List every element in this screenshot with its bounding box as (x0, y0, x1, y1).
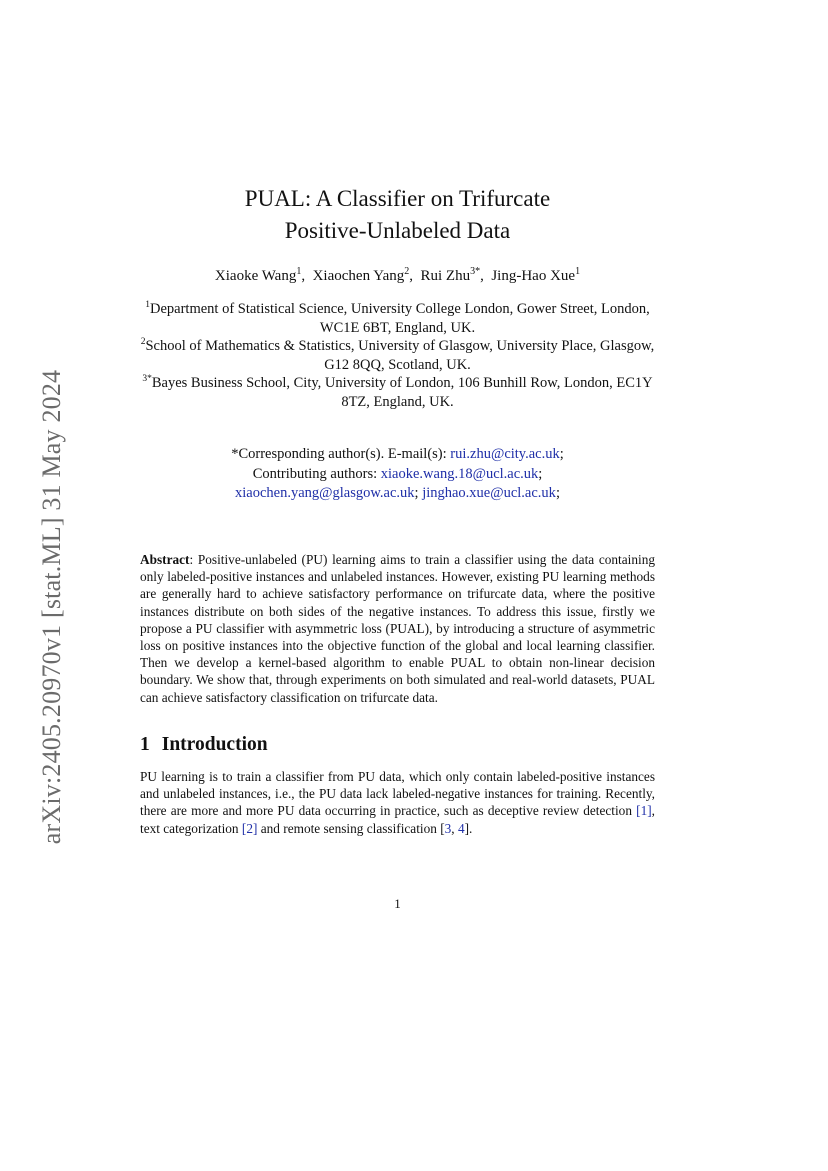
contributor-email-link[interactable]: xiaochen.yang@glasgow.ac.uk (235, 485, 415, 501)
citation-link[interactable]: 3 (444, 820, 452, 836)
affiliation-text: School of Mathematics & Statistics, University of Glasgow, University Place, Glasgow, G12 8QQ, Scotland, UK. (145, 338, 655, 373)
author-name: Rui Zhu (420, 268, 471, 284)
affiliation-mark: 1 (145, 300, 150, 311)
author-affil-mark: 1 (296, 266, 302, 277)
correspondence-block: *Corresponding author(s). E-mail(s): rui.zhu@city.ac.uk; Contributing authors: xiaoke.wang.18@ucl.ac.uk; xiaochen.yang@glasgow.ac.uk; jinghao.xue@ucl.ac.uk; (231, 446, 564, 501)
author-affil-mark: 3* (470, 266, 481, 277)
author-affil-mark: 2 (404, 266, 410, 277)
section-title: Introduction (161, 734, 268, 755)
intro-text: and remote sensing classification [ (257, 820, 445, 836)
paper-title (140, 183, 655, 247)
abstract-text: : Positive-unlabeled (PU) learning aims to train a classifier using the data containing only labeled-positive instances and unlabeled instances. However, existing PU learning methods are generally hard to achieve satisfactory performance on trifurcate data, where the positive instances distribute on both sides of the negative instances. To address this issue, firstly we propose a PU classifier with asymmetric loss (PUAL), by introducing a structure of asymmetric loss on positive instances into the objective function of the global and local learning classifier. Then we develop a kernel-based algorithm to enable PUAL to obtain non-linear decision boundary. We show that, through experiments on both simulated and real-world datasets, PUAL can achieve satisfactory classification on trifurcate data. (140, 552, 655, 705)
section-heading (140, 734, 268, 756)
intro-text: ]. (464, 820, 473, 836)
intro-text: , (451, 820, 458, 836)
corresponding-label: *Corresponding author(s). E-mail(s): (231, 446, 451, 462)
affiliations (140, 300, 655, 412)
abstract (140, 551, 655, 706)
citation-link[interactable]: [1] (636, 803, 652, 819)
affiliation (140, 374, 655, 411)
citation-link[interactable]: 4 (457, 820, 465, 836)
author-name: Jing-Hao Xue (491, 268, 576, 284)
intro-paragraph (140, 768, 655, 837)
section-number: 1 (140, 734, 150, 755)
author-list: Xiaoke Wang$^1$, Xiaochen Yang$^2$, Rui Zhu$^{3*}$, Jing-Hao Xue$^1$ (214, 266, 581, 284)
author-name: Xiaochen Yang (312, 268, 405, 284)
affiliation-text: Bayes Business School, City, University of London, 106 Bunhill Row, London, EC1Y 8TZ, England, UK. (151, 375, 653, 410)
title-line-1: PUAL: A Classifier on Trifurcate (244, 186, 551, 211)
intro-text: PU learning is to train a classifier from PU data, which only contain labeled-positive instances and unlabeled instances, i.e., the PU data lack labeled-negative instances for training. Recently, there are more and more PU data occurring in practice, such as deceptive review detection (140, 769, 655, 819)
citation-link[interactable]: [2] (241, 820, 258, 836)
affiliation-text: Department of Statistical Science, University College London, Gower Street, London, WC1E 6BT, England, UK. (150, 301, 650, 336)
affiliation (140, 337, 655, 374)
page-number: 1 (394, 896, 401, 911)
abstract-label: Abstract (140, 552, 190, 567)
title-line-2: Positive-Unlabeled Data (284, 218, 511, 243)
contributor-email-link[interactable]: jinghao.xue@ucl.ac.uk (422, 485, 556, 501)
author-affil-mark: 1 (575, 266, 581, 277)
contributing-label: Contributing authors: (252, 465, 381, 482)
contributor-email-link[interactable]: xiaoke.wang.18@ucl.ac.uk (380, 465, 539, 482)
affiliation (140, 300, 655, 337)
affiliation-mark: 2 (140, 337, 146, 348)
corresponding-email-link[interactable]: rui.zhu@city.ac.uk (450, 446, 560, 462)
affiliation-mark: 3* (142, 374, 152, 385)
author-name: Xiaoke Wang (214, 268, 297, 284)
arxiv-watermark: arXiv:2405.20970v1 [stat.ML] 31 May 2024 (37, 369, 66, 845)
intro-text: , text categorization (140, 803, 655, 836)
